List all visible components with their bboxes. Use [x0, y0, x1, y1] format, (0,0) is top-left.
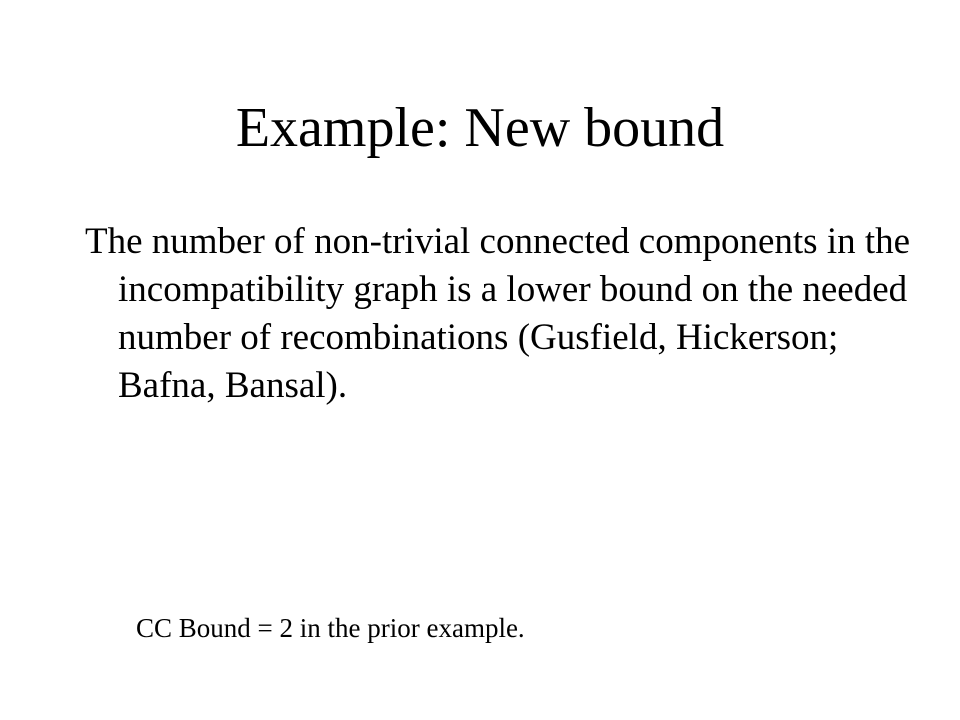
slide-title: Example: New bound [235, 97, 725, 159]
body-paragraph: The number of non-trivial connected components in the incompatibility graph is a lower bound on the needed number of recombinations (Gusfield, Hickerson; Bafna, Bansal). [85, 221, 911, 406]
footnote: CC Bound = 2 in the prior example. [136, 613, 525, 643]
